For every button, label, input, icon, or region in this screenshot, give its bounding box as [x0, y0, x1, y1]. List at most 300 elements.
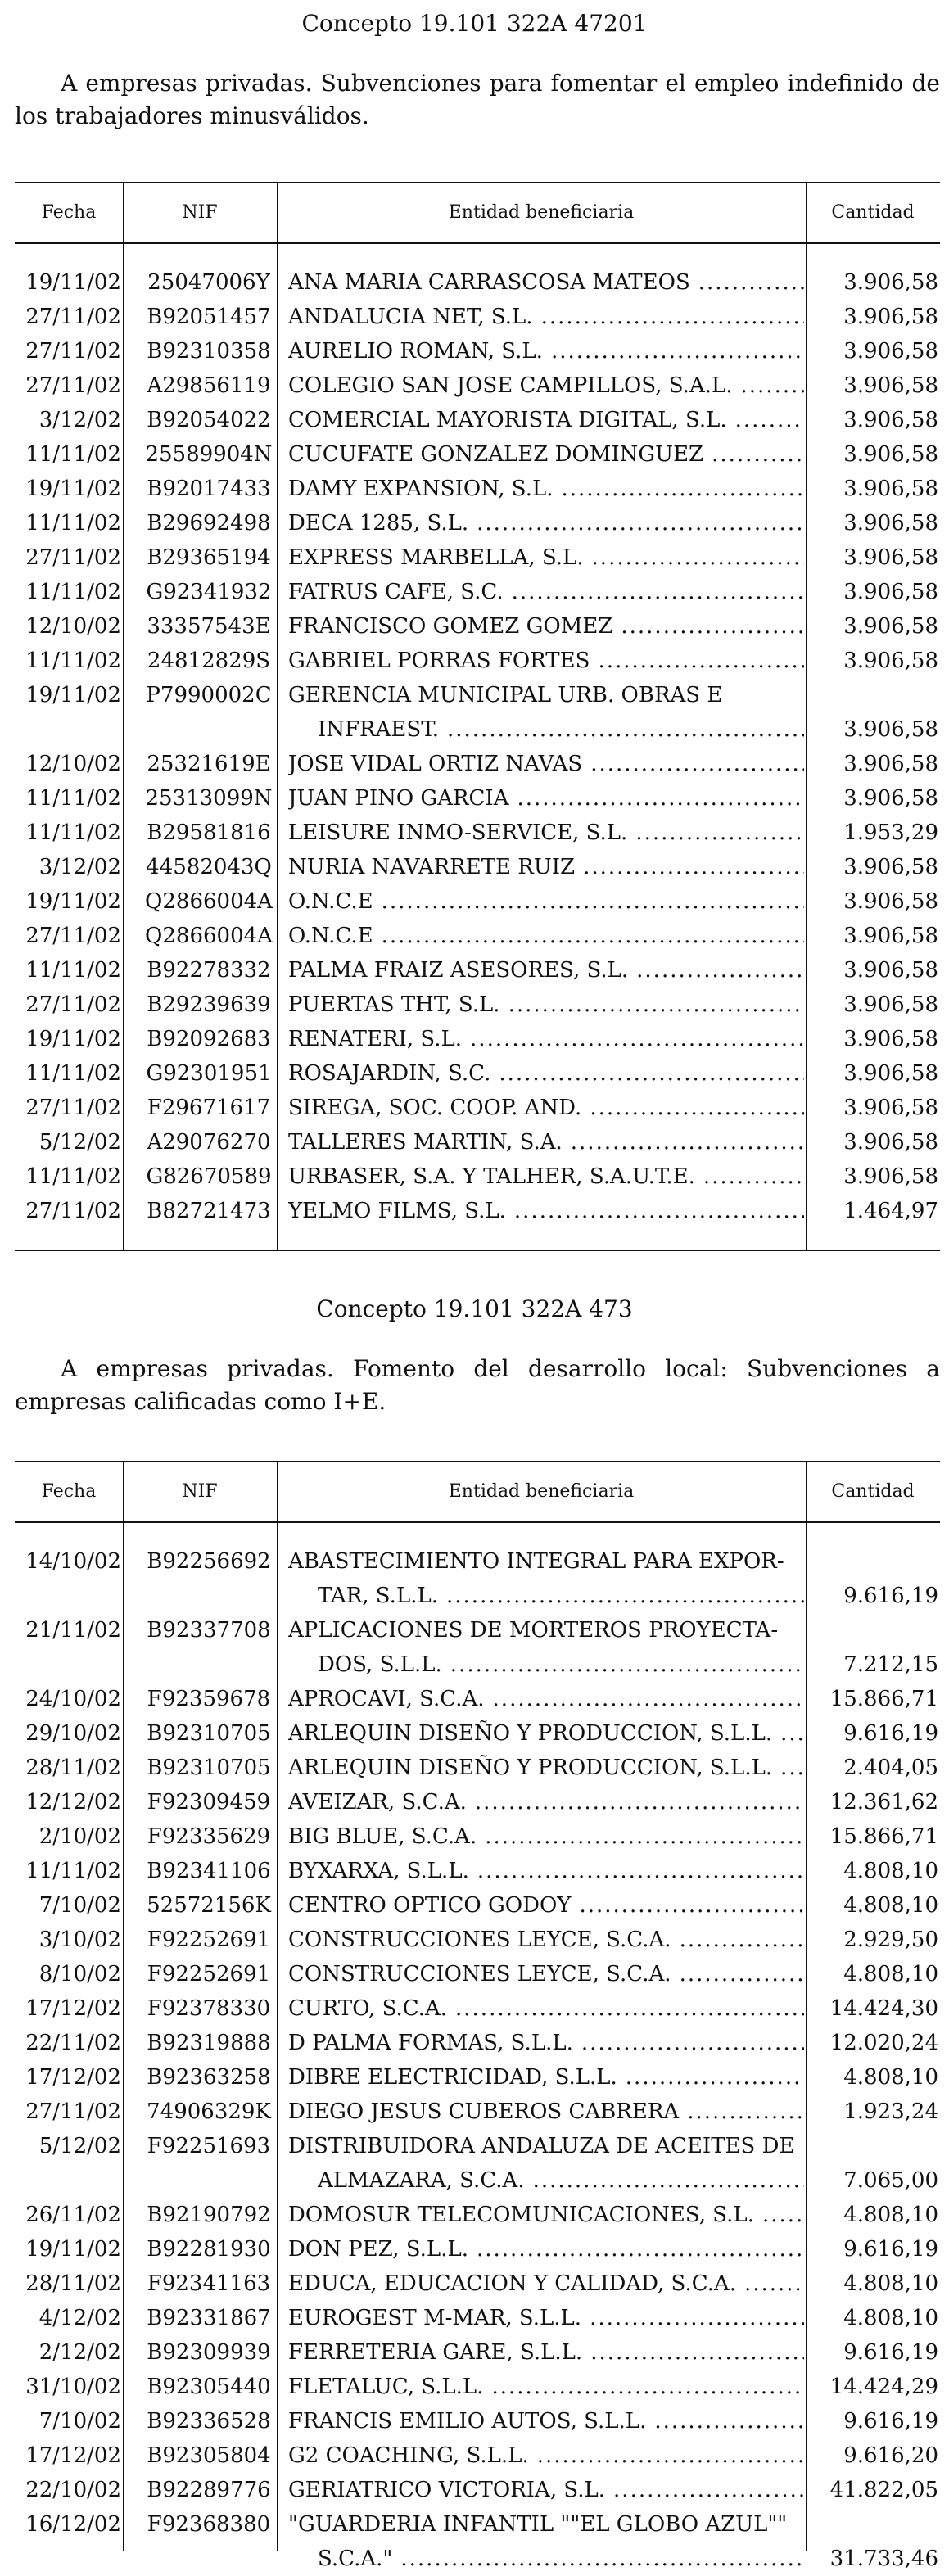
table-row — [15, 1682, 940, 1716]
cantidad-cell: 3.906,58 — [843, 1061, 938, 1086]
entidad-text: ARLEQUIN DISEÑO Y PRODUCCION, S.L.L. — [288, 1756, 773, 1780]
nif-cell: F29671617 — [147, 1096, 271, 1120]
fecha-cell: 31/10/02 — [25, 2375, 121, 2399]
cantidad-cell: 9.616,19 — [843, 1584, 938, 1608]
dot-leader — [621, 609, 804, 644]
entidad-cell — [288, 987, 804, 1022]
entidad-text: DOS, S.L.L. — [318, 1652, 442, 1677]
header-nif: NIF — [182, 1481, 218, 1502]
nif-cell: 52572156K — [147, 1893, 271, 1918]
dot-leader — [508, 987, 804, 1022]
cantidad-cell: 3.906,58 — [843, 1027, 938, 1051]
entidad-text: BIG BLUE, S.C.A. — [288, 1824, 477, 1849]
dot-leader — [636, 953, 804, 987]
table-row — [15, 2404, 940, 2438]
fecha-cell: 11/11/02 — [25, 580, 121, 604]
fecha-cell: 27/11/02 — [25, 1199, 121, 1223]
entidad-cell — [288, 1194, 804, 1228]
fecha-cell: 27/11/02 — [25, 992, 121, 1017]
entidad-text: JUAN PINO GARCIA — [288, 786, 509, 811]
nif-cell: F92378330 — [147, 1996, 271, 2021]
dot-leader — [735, 403, 804, 437]
table-row — [15, 368, 940, 403]
dot-leader — [741, 368, 804, 403]
table-row — [15, 644, 940, 678]
cantidad-cell: 3.906,58 — [843, 889, 938, 914]
fecha-cell: 5/12/02 — [38, 2134, 121, 2158]
nif-cell: G92341932 — [146, 580, 272, 604]
table-row — [15, 1056, 940, 1091]
dot-leader — [613, 2473, 804, 2507]
dot-leader — [698, 265, 804, 300]
fecha-cell: 22/11/02 — [25, 2031, 121, 2055]
dot-leader — [590, 1091, 804, 1125]
dot-leader — [590, 2301, 804, 2335]
entidad-cell — [288, 644, 804, 678]
nif-cell: B92337708 — [147, 1618, 271, 1643]
nif-cell: F92252691 — [147, 1962, 271, 1986]
concepto-heading: Concepto 19.101 322A 473 — [316, 1295, 633, 1322]
entidad-cell — [288, 953, 804, 987]
entidad-text: AURELIO ROMAN, S.L. — [288, 339, 543, 364]
dot-leader — [493, 1682, 804, 1716]
nif-cell: F92359678 — [147, 1687, 271, 1711]
fecha-cell: 17/12/02 — [25, 2065, 121, 2090]
entidad-text: ROSAJARDIN, S.C. — [288, 1061, 491, 1086]
nif-cell: B92256692 — [147, 1549, 271, 1574]
fecha-cell: 17/12/02 — [25, 2443, 121, 2468]
entidad-cell — [288, 2438, 804, 2473]
entidad-text: FRANCIS EMILIO AUTOS, S.L.L. — [288, 2409, 647, 2434]
entidad-text: SIREGA, SOC. COOP. AND. — [288, 1096, 582, 1120]
dot-leader — [703, 1159, 804, 1194]
fecha-cell: 27/11/02 — [25, 305, 121, 329]
fecha-cell: 11/11/02 — [25, 1164, 121, 1189]
nif-cell: 33357543E — [147, 614, 271, 639]
table-row — [15, 1544, 940, 1613]
table-row — [15, 472, 940, 506]
table-row — [15, 2301, 940, 2335]
table-row — [15, 987, 940, 1022]
nif-cell: B92289776 — [147, 2478, 271, 2502]
entidad-text: DECA 1285, S.L. — [288, 511, 469, 536]
entidad-cell — [288, 1159, 804, 1194]
dot-leader — [470, 1022, 804, 1056]
entidad-text: URBASER, S.A. Y TALHER, S.A.U.T.E. — [288, 1164, 695, 1189]
dot-leader — [598, 644, 804, 678]
dot-leader — [687, 2095, 804, 2129]
cantidad-cell: 3.906,58 — [843, 649, 938, 673]
nif-cell: B92281930 — [147, 2237, 271, 2262]
table-row — [15, 1751, 940, 1785]
cantidad-cell: 3.906,58 — [843, 270, 938, 295]
cantidad-cell: 4.808,10 — [843, 1893, 938, 1918]
nif-cell: B92336528 — [147, 2409, 271, 2434]
entidad-cell — [288, 1056, 804, 1091]
entidad-cell — [288, 2473, 804, 2507]
fecha-cell: 11/11/02 — [25, 786, 121, 811]
entidad-text: NURIA NAVARRETE RUIZ — [288, 855, 576, 879]
fecha-cell: 12/12/02 — [25, 1790, 121, 1814]
dot-leader — [626, 2060, 804, 2095]
dot-leader — [680, 1923, 804, 1957]
nif-cell: B92305440 — [147, 2375, 271, 2399]
entidad-text: S.C.A." — [318, 2547, 393, 2571]
cantidad-cell: 3.906,58 — [843, 511, 938, 536]
cantidad-cell: 4.808,10 — [843, 2271, 938, 2296]
dot-leader — [446, 1579, 804, 1613]
entidad-text: CURTO, S.C.A. — [288, 1996, 448, 2021]
cantidad-cell: 1.953,29 — [843, 820, 938, 845]
entidad-cell — [288, 1716, 804, 1751]
cantidad-cell: 3.906,58 — [843, 1096, 938, 1120]
fecha-cell: 17/12/02 — [25, 1996, 121, 2021]
dot-leader — [590, 2335, 804, 2370]
table-row — [15, 2507, 940, 2576]
cantidad-cell: 3.906,58 — [843, 752, 938, 776]
entidad-text: CENTRO OPTICO GODOY — [288, 1893, 572, 1918]
nif-cell: Q2866004A — [145, 924, 273, 948]
entidad-text: APROCAVI, S.C.A. — [288, 1687, 485, 1711]
entidad-text: EXPRESS MARBELLA, S.L. — [288, 545, 584, 570]
table-row — [15, 1125, 940, 1159]
entidad-text: APLICACIONES DE MORTEROS PROYECTA- — [288, 1618, 779, 1643]
nif-cell: B92319888 — [147, 2031, 271, 2055]
entidad-cell — [288, 1888, 804, 1923]
header-fecha: Fecha — [41, 202, 97, 223]
entidad-cell — [288, 1991, 804, 2026]
table-row — [15, 2266, 940, 2301]
entidad-text: DON PEZ, S.L.L. — [288, 2237, 468, 2262]
cantidad-cell: 15.866,71 — [829, 1687, 938, 1711]
table-row — [15, 609, 940, 644]
cantidad-cell: 3.906,58 — [843, 1164, 938, 1189]
fecha-cell: 19/11/02 — [25, 477, 121, 501]
dot-leader — [477, 1854, 804, 1888]
cantidad-cell: 4.808,10 — [843, 2203, 938, 2227]
entidad-cell — [288, 2335, 804, 2370]
cantidad-cell: 14.424,29 — [829, 2375, 938, 2399]
nif-cell: B92278332 — [147, 958, 271, 983]
nif-cell: B92310358 — [147, 339, 271, 364]
table-row — [15, 1716, 940, 1751]
beneficiaries-table — [15, 1461, 940, 2571]
entidad-text: GABRIEL PORRAS FORTES — [288, 649, 590, 673]
dot-leader — [447, 712, 804, 747]
fecha-cell: 29/10/02 — [25, 1721, 121, 1746]
nif-cell: B92310705 — [147, 1721, 271, 1746]
fecha-cell: 3/10/02 — [38, 1927, 121, 1952]
cantidad-cell: 7.212,15 — [843, 1652, 938, 1677]
entidad-cell — [288, 334, 804, 368]
cantidad-cell: 7.065,00 — [843, 2168, 938, 2193]
fecha-cell: 2/10/02 — [38, 1824, 121, 1849]
concepto-heading: Concepto 19.101 322A 47201 — [301, 10, 648, 37]
table-row — [15, 2095, 940, 2129]
fecha-cell: 24/10/02 — [25, 1687, 121, 1711]
fecha-cell: 21/11/02 — [25, 1618, 121, 1643]
table-row — [15, 1091, 940, 1125]
cantidad-cell: 3.906,58 — [843, 958, 938, 983]
table-row — [15, 575, 940, 609]
fecha-cell: 27/11/02 — [25, 2099, 121, 2124]
entidad-text: "GUARDERIA INFANTIL ""EL GLOBO AZUL"" — [288, 2512, 788, 2537]
entidad-cell — [288, 1022, 804, 1056]
table-row — [15, 265, 940, 300]
nif-cell: B29692498 — [147, 511, 271, 536]
cantidad-cell: 4.808,10 — [843, 1859, 938, 1883]
entidad-text: DISTRIBUIDORA ANDALUZA DE ACEITES DE — [288, 2134, 795, 2158]
table-body — [15, 265, 940, 1228]
entidad-text: JOSE VIDAL ORTIZ NAVAS — [288, 752, 583, 776]
fecha-cell: 12/10/02 — [25, 614, 121, 639]
fecha-cell: 3/12/02 — [38, 408, 121, 432]
dot-leader — [762, 2198, 804, 2232]
dot-leader — [712, 437, 804, 472]
dot-leader — [744, 2266, 804, 2301]
nif-cell: B92054022 — [147, 408, 271, 432]
table-header — [15, 183, 940, 244]
table-row — [15, 540, 940, 575]
table-row — [15, 1888, 940, 1923]
fecha-cell: 28/11/02 — [25, 2271, 121, 2296]
entidad-text: ALMAZARA, S.C.A. — [318, 2168, 525, 2193]
nif-cell: B92305804 — [147, 2443, 271, 2468]
table-row — [15, 2473, 940, 2507]
dot-leader — [583, 850, 804, 884]
cantidad-cell: 9.616,19 — [843, 1721, 938, 1746]
table-row — [15, 2129, 940, 2198]
nif-cell: F92251693 — [147, 2134, 271, 2158]
dot-leader — [382, 919, 804, 953]
nif-cell: B92190792 — [147, 2203, 271, 2227]
entidad-cell — [288, 2060, 804, 2095]
table-row — [15, 2335, 940, 2370]
dot-leader — [400, 2542, 804, 2576]
fecha-cell: 11/11/02 — [25, 820, 121, 845]
entidad-text: DAMY EXPANSION, S.L. — [288, 477, 554, 501]
entidad-cell — [288, 368, 804, 403]
header-cantidad: Cantidad — [831, 202, 915, 223]
nif-cell: B82721473 — [147, 1199, 271, 1223]
fecha-cell: 27/11/02 — [25, 373, 121, 398]
cantidad-cell: 12.361,62 — [829, 1790, 938, 1814]
cantidad-cell: 3.906,58 — [843, 717, 938, 742]
header-fecha: Fecha — [41, 1481, 97, 1502]
fecha-cell: 27/11/02 — [25, 1096, 121, 1120]
entidad-text: FERRETERIA GARE, S.L.L. — [288, 2340, 583, 2365]
entidad-text: LEISURE INMO-SERVICE, S.L. — [288, 820, 628, 845]
table-row — [15, 437, 940, 472]
entidad-cell — [288, 2404, 804, 2438]
entidad-text: PUERTAS THT, S.L. — [288, 992, 500, 1017]
dot-leader — [780, 1751, 804, 1785]
entidad-cell — [288, 678, 804, 747]
fecha-cell: 19/11/02 — [25, 889, 121, 914]
entidad-cell — [288, 2370, 804, 2404]
fecha-cell: 11/11/02 — [25, 1061, 121, 1086]
dot-leader — [537, 2438, 804, 2473]
dot-leader — [475, 1785, 804, 1819]
entidad-text: DIBRE ELECTRICIDAD, S.L.L. — [288, 2065, 617, 2090]
table-row — [15, 884, 940, 919]
dot-leader — [450, 1647, 804, 1682]
table-body — [15, 1544, 940, 2576]
table-row — [15, 2232, 940, 2266]
table-row — [15, 2026, 940, 2060]
entidad-text: RENATERI, S.L. — [288, 1027, 463, 1051]
table-row — [15, 1194, 940, 1228]
fecha-cell: 28/11/02 — [25, 1756, 121, 1780]
nif-cell: A29076270 — [147, 1130, 271, 1155]
fecha-cell: 22/10/02 — [25, 2478, 121, 2502]
nif-cell: F92341163 — [147, 2271, 271, 2296]
entidad-cell — [288, 1751, 804, 1785]
entidad-cell — [288, 540, 804, 575]
cantidad-cell: 3.906,58 — [843, 339, 938, 364]
section-intro: A empresas privadas. Fomento del desarrollo local: Subvenciones a empresas calificadas como I+E. — [15, 1355, 940, 1415]
entidad-text: EUROGEST M-MAR, S.L.L. — [288, 2306, 582, 2330]
entidad-text: D PALMA FORMAS, S.L.L. — [288, 2031, 573, 2055]
entidad-text: INFRAEST. — [318, 717, 439, 742]
entidad-text: O.N.C.E — [288, 889, 373, 914]
entidad-cell — [288, 403, 804, 437]
nif-cell: 25321619E — [147, 752, 271, 776]
entidad-cell — [288, 747, 804, 781]
cantidad-cell: 3.906,58 — [843, 580, 938, 604]
section-intro: A empresas privadas. Subvenciones para fomentar el empleo indefinido de los trabajadores minusválidos. — [15, 70, 940, 129]
cantidad-cell: 3.906,58 — [843, 924, 938, 948]
table-row — [15, 919, 940, 953]
entidad-cell — [288, 2095, 804, 2129]
fecha-cell: 11/11/02 — [25, 958, 121, 983]
entidad-cell — [288, 2198, 804, 2232]
entidad-cell — [288, 1544, 804, 1613]
entidad-cell — [288, 850, 804, 884]
cantidad-cell: 1.923,24 — [843, 2099, 938, 2124]
nif-cell: B92341106 — [147, 1859, 271, 1883]
dot-leader — [571, 1125, 804, 1159]
nif-cell: B92309939 — [147, 2340, 271, 2365]
nif-cell: B92331867 — [147, 2306, 271, 2330]
entidad-cell — [288, 437, 804, 472]
entidad-cell — [288, 609, 804, 644]
fecha-cell: 19/11/02 — [25, 683, 121, 707]
entidad-text: ABASTECIMIENTO INTEGRAL PARA EXPOR- — [288, 1549, 784, 1574]
cantidad-cell: 3.906,58 — [843, 992, 938, 1017]
dot-leader — [477, 2232, 804, 2266]
nif-cell: F92309459 — [147, 1790, 271, 1814]
dot-leader — [780, 1716, 804, 1751]
table-row — [15, 2438, 940, 2473]
dot-leader — [499, 1056, 804, 1091]
nif-cell: 24812829S — [147, 649, 271, 673]
table-header — [15, 1462, 940, 1523]
table-row — [15, 1957, 940, 1991]
cantidad-cell: 41.822,05 — [829, 2478, 938, 2502]
fecha-cell: 16/12/02 — [25, 2512, 121, 2537]
nif-cell: F92368380 — [147, 2512, 271, 2537]
cantidad-cell: 14.424,30 — [829, 1996, 938, 2021]
cantidad-cell: 9.616,20 — [843, 2443, 938, 2468]
entidad-text: GERENCIA MUNICIPAL URB. OBRAS E — [288, 683, 723, 707]
cantidad-cell: 4.808,10 — [843, 2306, 938, 2330]
cantidad-cell: 9.616,19 — [843, 2409, 938, 2434]
cantidad-cell: 3.906,58 — [843, 442, 938, 467]
entidad-cell — [288, 1785, 804, 1819]
dot-leader — [514, 1194, 804, 1228]
nif-cell: 74906329K — [147, 2099, 271, 2124]
cantidad-cell: 4.808,10 — [843, 2065, 938, 2090]
nif-cell: B92363258 — [147, 2065, 271, 2090]
dot-leader — [592, 540, 804, 575]
nif-cell: A29856119 — [147, 373, 271, 398]
fecha-cell: 27/11/02 — [25, 924, 121, 948]
table-row — [15, 678, 940, 747]
entidad-text: PALMA FRAIZ ASESORES, S.L. — [288, 958, 629, 983]
entidad-text: DOMOSUR TELECOMUNICACIONES, S.L. — [288, 2203, 754, 2227]
cantidad-cell: 3.906,58 — [843, 373, 938, 398]
fecha-cell: 11/11/02 — [25, 442, 121, 467]
cantidad-cell: 3.906,58 — [843, 1130, 938, 1155]
table-row — [15, 816, 940, 850]
table-row — [15, 2198, 940, 2232]
entidad-text: CONSTRUCCIONES LEYCE, S.C.A. — [288, 1927, 671, 1952]
dot-leader — [455, 1991, 804, 2026]
cantidad-cell: 3.906,58 — [843, 786, 938, 811]
cantidad-cell: 12.020,24 — [829, 2031, 938, 2055]
table-row — [15, 334, 940, 368]
entidad-text: FRANCISCO GOMEZ GOMEZ — [288, 614, 613, 639]
entidad-cell — [288, 2507, 804, 2576]
table-row — [15, 403, 940, 437]
entidad-cell — [288, 575, 804, 609]
entidad-text: TALLERES MARTIN, S.A. — [288, 1130, 563, 1155]
fecha-cell: 11/11/02 — [25, 1859, 121, 1883]
dot-leader — [579, 1888, 804, 1923]
fecha-cell: 5/12/02 — [38, 1130, 121, 1155]
cantidad-cell: 2.404,05 — [843, 1756, 938, 1780]
nif-cell: P7990002C — [146, 683, 272, 707]
entidad-text: COMERCIAL MAYORISTA DIGITAL, S.L. — [288, 408, 727, 432]
nif-cell: B29365194 — [147, 545, 271, 570]
fecha-cell: 27/11/02 — [25, 339, 121, 364]
dot-leader — [654, 2404, 804, 2438]
entidad-text: O.N.C.E — [288, 924, 373, 948]
entidad-cell — [288, 1957, 804, 1991]
cantidad-cell: 4.808,10 — [843, 1962, 938, 1986]
nif-cell: B29239639 — [147, 992, 271, 1017]
nif-cell: B92017433 — [147, 477, 271, 501]
entidad-text: CONSTRUCCIONES LEYCE, S.C.A. — [288, 1962, 671, 1986]
header-entidad: Entidad beneficiaria — [448, 202, 635, 223]
entidad-text: ANA MARIA CARRASCOSA MATEOS — [288, 270, 690, 295]
entidad-text: G2 COACHING, S.L.L. — [288, 2443, 529, 2468]
entidad-text: TAR, S.L.L. — [318, 1584, 439, 1608]
entidad-cell — [288, 1613, 804, 1682]
dot-leader — [635, 816, 804, 850]
header-cantidad: Cantidad — [831, 1481, 915, 1502]
entidad-cell — [288, 300, 804, 334]
table-row — [15, 747, 940, 781]
entidad-text: FLETALUC, S.L.L. — [288, 2375, 484, 2399]
cantidad-cell: 3.906,58 — [843, 855, 938, 879]
entidad-cell — [288, 1125, 804, 1159]
entidad-text: FATRUS CAFE, S.C. — [288, 580, 504, 604]
table-row — [15, 1819, 940, 1854]
entidad-cell — [288, 816, 804, 850]
dot-leader — [477, 506, 804, 540]
